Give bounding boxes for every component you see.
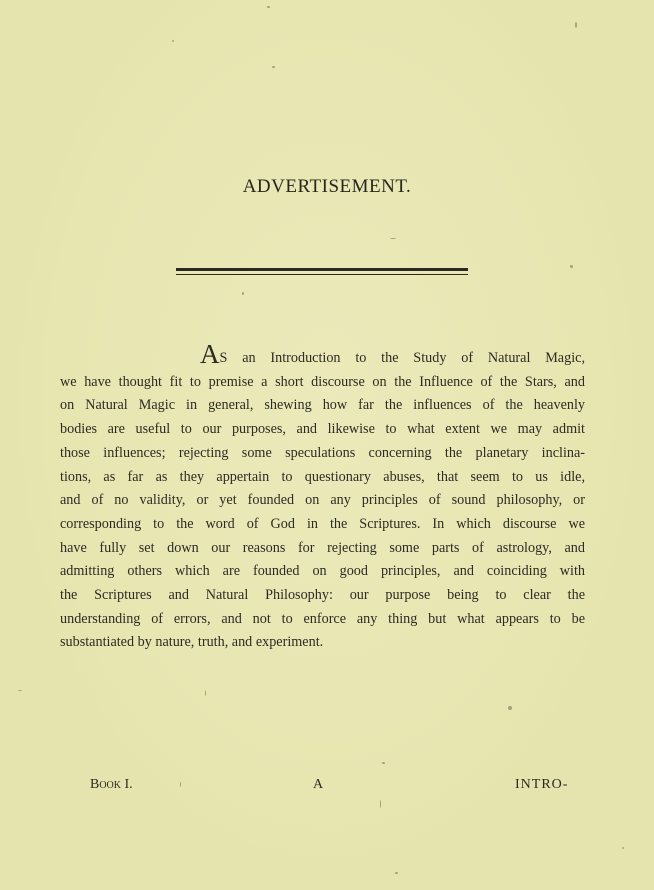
paper-speck xyxy=(205,690,206,696)
paper-speck xyxy=(575,22,577,28)
paper-speck xyxy=(390,238,396,239)
text-line: those influences; rejecting some speculations concerning the planetary inclina- xyxy=(60,444,585,461)
text-line: tions, as far as they appertain to questionary abuses, that seem to us idle, xyxy=(60,468,585,485)
text-line: and of no validity, or yet founded on any principles of sound philosophy, or xyxy=(60,492,585,509)
text-line-first xyxy=(60,339,585,371)
text-line: on Natural Magic in general, shewing how far the influences of the heavenly xyxy=(60,397,585,414)
text-line: have fully set down our reasons for rejecting some parts of astrology, and xyxy=(60,539,585,556)
heading-rule-thick xyxy=(176,268,468,271)
footer-signature: A xyxy=(313,777,324,792)
text-line: corresponding to the word of God in the Scriptures. In which discourse we xyxy=(60,515,585,532)
paper-speck xyxy=(180,782,181,787)
paper-speck xyxy=(380,800,381,808)
first-line-text: S an Introduction to the Study of Natural Magic, xyxy=(219,350,585,366)
paper-speck xyxy=(622,847,624,849)
drop-cap: A xyxy=(200,339,220,369)
paper-speck xyxy=(267,6,270,8)
paper-speck xyxy=(172,40,174,42)
text-line: admitting others which are founded on good principles, and coinciding with xyxy=(60,563,585,580)
advertisement-text xyxy=(60,339,585,655)
footer-book: Book I. xyxy=(90,777,133,792)
paper-speck xyxy=(395,872,398,874)
text-line-last: substantiated by nature, truth, and experiment. xyxy=(60,634,324,651)
footer-catchword: INTRO- xyxy=(515,777,569,792)
paper-speck xyxy=(242,292,244,295)
paper-speck xyxy=(382,762,385,764)
text-line: bodies are useful to our purposes, and likewise to what extent we may admit xyxy=(60,421,585,438)
heading-rule-thin xyxy=(176,274,468,275)
paper-speck xyxy=(570,265,573,268)
text-line: the Scriptures and Natural Philosophy: our purpose being to clear the xyxy=(60,587,585,604)
paper-speck xyxy=(272,66,275,68)
text-line: understanding of errors, and not to enforce any thing but what appears to be xyxy=(60,610,585,627)
paper-speck xyxy=(18,690,22,691)
paper-speck xyxy=(508,706,512,710)
text-line: we have thought fit to premise a short discourse on the Influence of the Stars, and xyxy=(60,373,585,390)
page-heading: ADVERTISEMENT. xyxy=(242,176,412,197)
